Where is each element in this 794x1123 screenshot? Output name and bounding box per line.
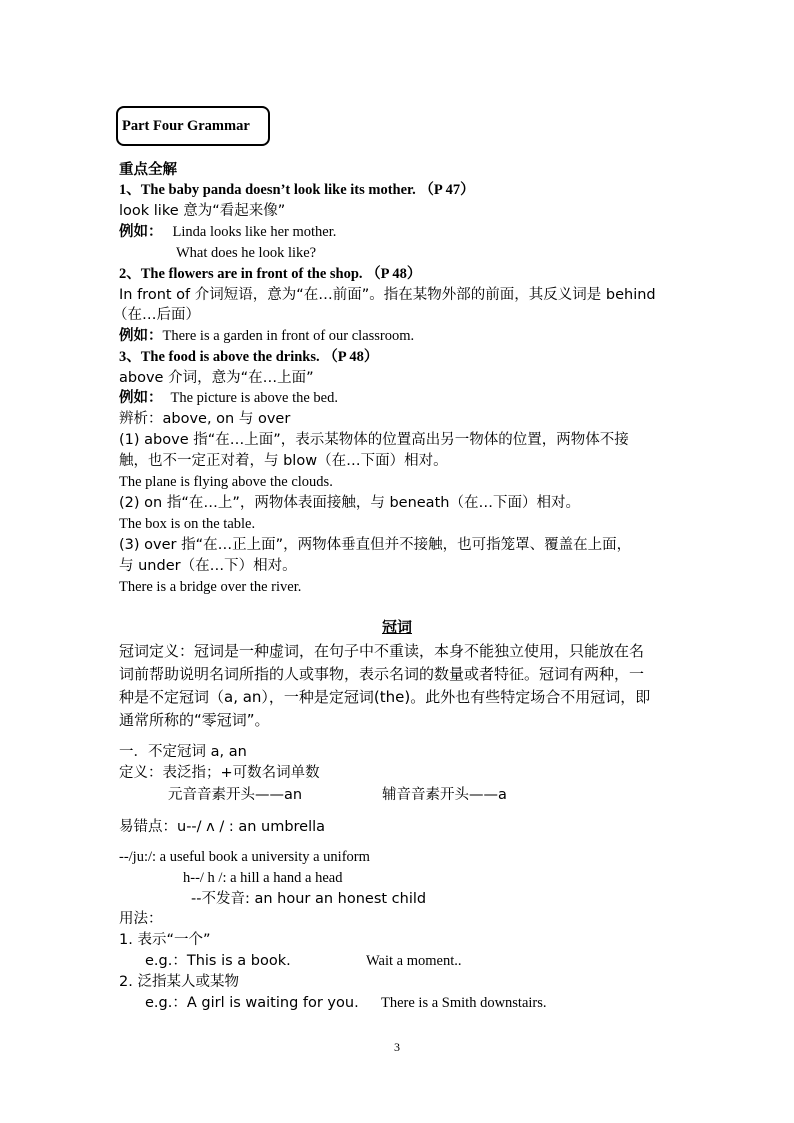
article-definition-3: 种是不定冠词（a, an），一种是定冠词(the)。此外也有些特定场合不用冠词，即 (119, 688, 651, 706)
s3-point2-example: The box is on the table. (119, 516, 256, 532)
article-definition-4: 通常所称的“零冠词”。 (119, 711, 270, 729)
s2-example-row (119, 326, 414, 346)
s3-distinction: 辨析：above, on 与 over (119, 411, 291, 427)
heading-key-points: 重点全解 (119, 162, 177, 178)
s3-title: 3、The food is above the drinks. （P 48） (119, 349, 379, 365)
example-label: 例如： (119, 224, 163, 240)
article-definition-2: 词前帮助说明名词所指的人或事物，表示名词的数量或者特征。冠词有两种，一 (119, 665, 645, 683)
s2-title: 2、The flowers are in front of the shop. （P 48） (119, 266, 422, 282)
s3-example-row (119, 388, 338, 408)
consonant-rule: 辅音音素开头——a (382, 787, 507, 803)
error-prone-silent-h: --不发音: an hour an honest child (191, 891, 427, 907)
s3-explanation: above 介词，意为“在…上面” (119, 370, 314, 386)
s2-explanation2: （在…后面） (113, 307, 200, 323)
error-prone-h: h--/ h /: a hill a hand a head (183, 870, 343, 886)
s3-point2a: (2) on 指“在…上”，两物体表面接触，与 beneath（在…下面）相对。 (119, 495, 580, 511)
section-title-box (116, 106, 270, 146)
s1-example-row1 (119, 222, 336, 242)
error-prone-ju: --/ju:/: a useful book a university a uniform (119, 849, 370, 865)
usage-2: 2. 泛指某人或某物 (119, 974, 239, 990)
usage-1: 1. 表示“一个” (119, 932, 211, 948)
s3-point3-example: There is a bridge over the river. (119, 579, 302, 595)
error-prone-u: 易错点：u--/ ʌ / : an umbrella (119, 819, 326, 835)
usage-2-example-a: e.g.：A girl is waiting for you. (145, 995, 359, 1011)
example-label: 例如： (119, 328, 163, 344)
s3-point3a: (3) over 指“在…正上面”，两物体垂直但并不接触，也可指笼罩、覆盖在上面， (119, 537, 632, 553)
s3-point1b: 触，也不一定正对着，与 blow（在…下面）相对。 (119, 453, 448, 469)
usage-1-example-b: Wait a moment.. (366, 953, 462, 969)
s3-point1-example: The plane is flying above the clouds. (119, 474, 333, 490)
vowel-rule: 元音音素开头——an (168, 787, 303, 803)
s2-explanation1: In front of 介词短语，意为“在…前面”。指在某物外部的前面，其反义词是 behind (119, 287, 656, 303)
s3-point1a: (1) above 指“在…上面”，表示某物体的位置高出另一物体的位置，两物体不接 (119, 432, 629, 448)
section-title: Part Four Grammar (122, 117, 250, 134)
indefinite-article-heading: 一．不定冠词 a, an (119, 744, 247, 760)
s1-example2: What does he look like? (176, 245, 317, 261)
article-definition-1: 冠词定义：冠词是一种虚词，在句子中不重读，本身不能独立使用，只能放在名 (119, 642, 645, 660)
usage-heading: 用法： (119, 911, 163, 927)
s3-example1: The picture is above the bed. (170, 390, 338, 406)
page-number: 3 (394, 1040, 400, 1054)
usage-1-example-a: e.g.：This is a book. (145, 953, 291, 969)
indefinite-article-definition: 定义：表泛指；+可数名词单数 (119, 765, 320, 781)
s1-example1: Linda looks like her mother. (172, 224, 337, 240)
s1-title: 1、The baby panda doesn’t look like its mother. （P 47） (119, 182, 475, 198)
s3-point3b: 与 under（在…下）相对。 (119, 558, 297, 574)
s1-explanation: look like 意为“看起来像” (119, 203, 286, 219)
example-label: 例如： (119, 390, 163, 406)
s2-example1: There is a garden in front of our classroom. (162, 328, 415, 344)
usage-2-example-b: There is a Smith downstairs. (381, 995, 547, 1011)
article-title: 冠词 (381, 618, 412, 636)
